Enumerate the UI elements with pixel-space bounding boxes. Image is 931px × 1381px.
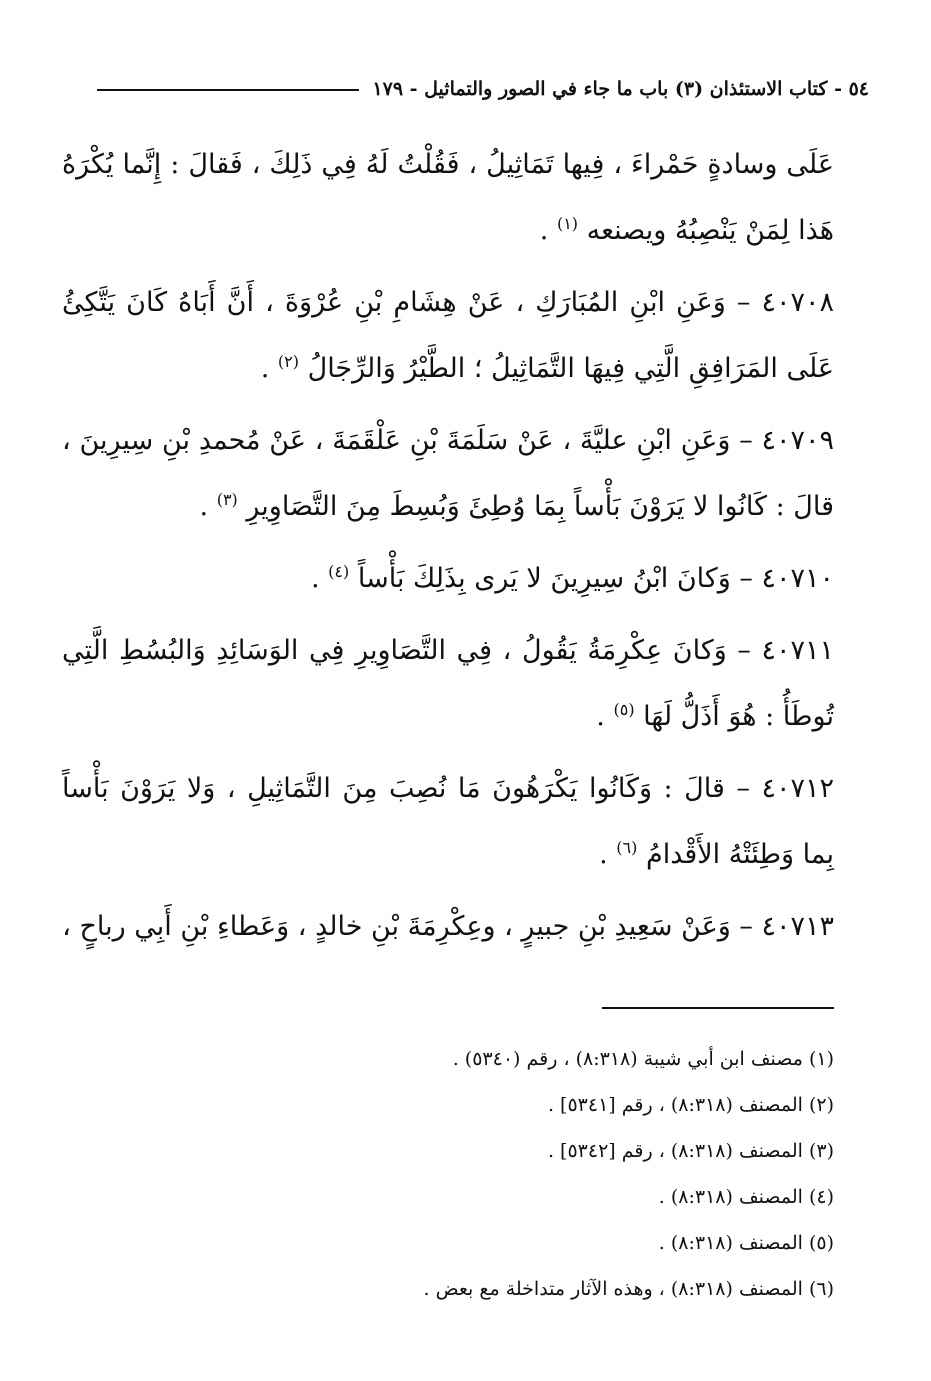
running-header xyxy=(97,72,869,106)
paragraph xyxy=(62,408,834,540)
paragraph-tail: . xyxy=(539,215,549,246)
footnote-marker: (٦) xyxy=(616,838,638,857)
footnote-rule xyxy=(602,1007,834,1009)
paragraph-number: ٤٠٧١٢ – xyxy=(736,773,834,804)
footnote-marker: (٢) xyxy=(277,352,299,371)
running-title: ٥٤ - كتاب الاستئذان (٣) باب ما جاء في الصور والتماثيل - ١٧٩ xyxy=(372,78,869,100)
footnote: (٢) المصنف (٨:٣١٨) ، رقم [٥٣٤١] . xyxy=(547,1094,834,1116)
paragraph-number: ٤٠٧١٠ – xyxy=(739,563,834,594)
paragraph-tail: . xyxy=(199,491,209,522)
footnote-marker: (٥) xyxy=(613,700,635,719)
paragraph-tail: . xyxy=(310,563,320,594)
paragraph xyxy=(62,618,834,750)
paragraph-text: وَعَنِ ابْنِ عليَّةَ ، عَنْ سَلَمَةَ بْنِ عَلْقَمَةَ ، عَنْ مُحمدِ بْنِ سِيرِينَ ، قالَ : كَانُوا لا يَرَوْنَ بَأْساً بِمَا وُطِئَ وَبُسِطَ مِنَ التَّصَاوِيرِ xyxy=(62,425,834,522)
main-text xyxy=(62,132,834,966)
paragraph-text: وَعَنْ سَعِيدِ بْنِ جبيرٍ ، وعِكْرِمَةَ بْنِ خالدٍ ، وَعَطاءِ بْنِ أَبِي رباحٍ ، xyxy=(62,911,731,942)
paragraph xyxy=(62,756,834,888)
footnote: (١) مصنف ابن أبي شيبة (٨:٣١٨) ، رقم (٥٣٤٠) . xyxy=(452,1048,834,1070)
footnote: (٤) المصنف (٨:٣١٨) . xyxy=(658,1186,834,1208)
footnote: (٦) المصنف (٨:٣١٨) ، وهذه الآثار متداخلة مع بعض . xyxy=(423,1278,834,1300)
paragraph-tail: . xyxy=(596,701,605,732)
paragraph-number: ٤٠٧٠٨ – xyxy=(736,287,834,318)
footnote-marker: (١) xyxy=(556,214,579,233)
paragraph xyxy=(62,270,834,402)
footnote-marker: (٣) xyxy=(216,490,238,509)
paragraph xyxy=(62,132,834,264)
footnote: (٥) المصنف (٨:٣١٨) . xyxy=(658,1232,834,1254)
paragraph-number: ٤٠٧٠٩ – xyxy=(739,425,834,456)
paragraph-text: وَكانَ عِكْرِمَةُ يَقُولُ ، فِي التَّصَاوِيرِ فِي الوَسَائِدِ وَالبُسُطِ الَّتِي تُوطَأُ : هُوَ أَذَلُّ لَهَا xyxy=(62,635,834,732)
paragraph xyxy=(62,894,834,960)
paragraph-tail: . xyxy=(599,839,608,870)
paragraph-tail: . xyxy=(260,353,270,384)
footnote-marker: (٤) xyxy=(328,562,350,581)
footnote: (٣) المصنف (٨:٣١٨) ، رقم [٥٣٤٢] . xyxy=(547,1140,834,1162)
paragraph-text: قالَ : وَكَانُوا يَكْرَهُونَ مَا نُصِبَ مِنَ التَّمَاثِيلِ ، وَلا يَرَوْنَ بَأْساً بِما وَطِئَتْهُ الأَقْدامُ xyxy=(62,773,834,870)
paragraph-text: وَعَنِ ابْنِ المُبَارَكِ ، عَنْ هِشَامِ بْنِ عُرْوَةَ ، أَنَّ أَبَاهُ كَانَ يَتَّكِئُ عَلَى المَرَافِقِ الَّتِي فِيهَا التَّمَاثِيلُ ؛ الطَّيْرُ وَالرِّجَالُ xyxy=(62,287,834,384)
paragraph-number: ٤٠٧١١ – xyxy=(737,635,834,666)
paragraph-text: عَلَى وسادةٍ حَمْراءَ ، فِيها تَمَاثِيلُ ، فَقُلْتُ لَهُ فِي ذَلِكَ ، فَقالَ : إِنَّما يُكْرَهُ هَذا لِمَنْ يَنْصِبُهُ ويصنعه xyxy=(62,149,834,246)
header-rule xyxy=(97,89,359,91)
paragraph xyxy=(62,546,834,612)
paragraph-number: ٤٠٧١٣ – xyxy=(739,911,834,942)
paragraph-text: وَكانَ ابْنُ سِيرِينَ لا يَرى بِذَلِكَ بَأْساً xyxy=(357,563,731,594)
footnotes xyxy=(62,1036,834,1312)
